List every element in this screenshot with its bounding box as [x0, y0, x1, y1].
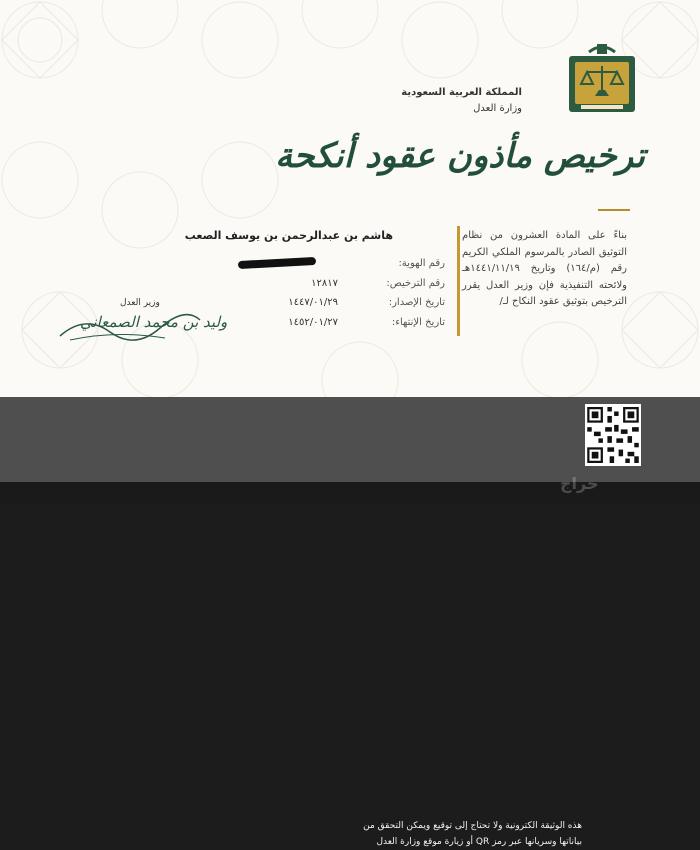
id-number-label: رقم الهوية: [398, 258, 445, 269]
license-holder-name: هاشم بن عبدالرحمن بن يوسف الصعب [184, 229, 393, 242]
license-number-label: رقم الترخيص: [386, 278, 445, 289]
ministry-name: وزارة العدل [473, 103, 522, 114]
signer-name: وليد بن محمد الصمعاني [80, 313, 228, 331]
expiry-date-value: ١٤٥٢/٠١/٢٧ [288, 317, 338, 328]
issue-date-value: ١٤٤٧/٠١/٢٩ [288, 297, 338, 308]
certificate-title: ترخيص مأذون عقود أنكحة [275, 136, 645, 176]
verification-line-1: هذه الوثيقة الكترونية ولا تحتاج إلى توقيع ويمكن التحقق من [363, 821, 582, 831]
verification-line-2: بياناتها وسريانها عبر رمز QR أو زيارة موقع وزارة العدل [376, 837, 582, 847]
expiry-date-label: تاريخ الإنتهاء: [391, 317, 445, 328]
signer-title: وزير العدل [120, 298, 160, 308]
license-certificate [0, 0, 700, 397]
legal-text: بناءً على المادة العشرون من نظام التوثيق الصادر بالمرسوم الملكي الكريم رقم (م/١٦٤) وتاريخ ١٤٤١/١١/١٩هـ ولائحته التنفيذية فإن وزير العدل يقرر الترخيص بتوثيق عقود النكاح لـ/ [462, 230, 627, 308]
issue-date-label: تاريخ الإصدار: [388, 297, 445, 308]
verification-text [363, 818, 582, 850]
country-name: المملكة العربية السعودية [401, 87, 522, 98]
license-number-value: ١٢٨١٧ [311, 278, 338, 289]
gold-divider [457, 226, 460, 336]
ministry-emblem-icon [567, 42, 637, 114]
qr-code-icon[interactable] [585, 404, 641, 466]
title-accent-line [598, 209, 630, 211]
site-watermark: حراج [560, 474, 599, 493]
